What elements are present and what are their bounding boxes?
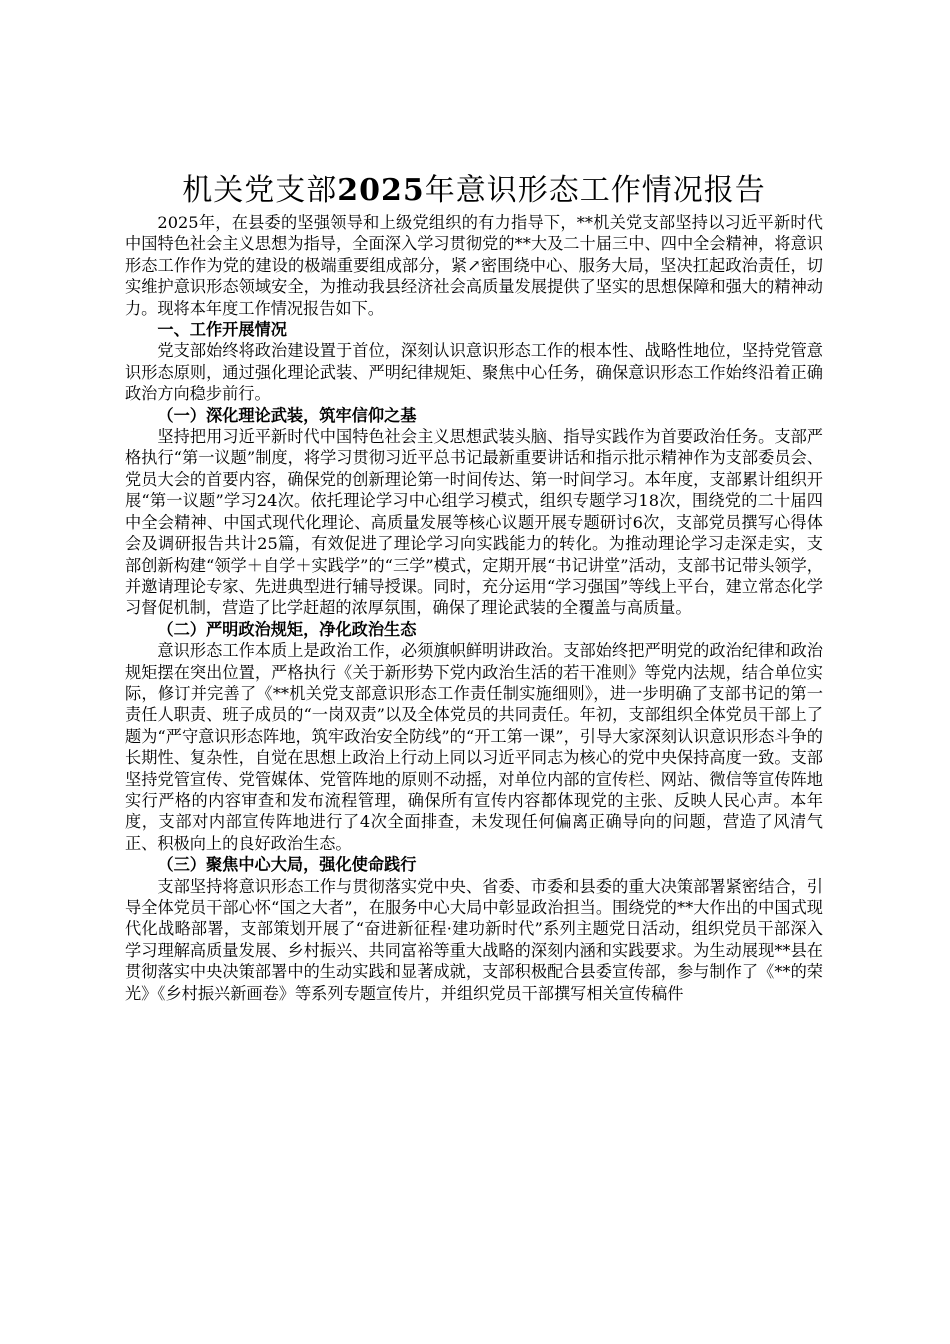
subsection-heading-2: （二）严明政治规矩，净化政治生态 xyxy=(157,619,417,639)
section-heading-1: 一、工作开展情况 xyxy=(157,320,287,340)
subsection-heading-1: （一）深化理论武装，筑牢信仰之基 xyxy=(157,405,417,425)
intro-paragraph: 2025年，在县委的坚强领导和上级党组织的有力指导下，**机关党支部坚持以习近平新时代中国特色社会主义思想为指导，全面深入学习贯彻党的**大及二十届三中、四中全会精神，将意识形态工作作为党的建设的极端重要组成部分，紧↗密围绕中心、服务大局，坚决扛起政治责任，切实维护意识形态领域安全，为推动我县经济社会高质量发展提供了坚实的思想保障和强大的精神动力。现将本年度工作情况报告如下。 xyxy=(125,213,823,318)
subsection-2-paragraph: 意识形态工作本质上是政治工作，必须旗帜鲜明讲政治。支部始终把严明党的政治纪律和政治规矩摆在突出位置，严格执行《关于新形势下党内政治生活的若干准则》等党内法规，结合单位实际，修订并完善了《**机关党支部意识形态工作责任制实施细则》，进一步明确了支部书记的第一责任人职责、班子成员的“一岗双责”以及全体党员的共同责任。年初，支部组织全体党员干部上了题为“严守意识形态阵地，筑牢政治安全防线”的“开工第一课”，引导大家深刻认识意识形态斗争的长期性、复杂性，自觉在思想上政治上行动上同以习近平同志为核心的党中央保持高度一致。支部坚持党管宣传、党管媒体、党管阵地的原则不动摇，对单位内部的宣传栏、网站、微信等宣传阵地实行严格的内容审查和发布流程管理，确保所有宣传内容都体现党的主张、反映人民心声。本年度，支部对内部宣传阵地进行了4次全面排查，未发现任何偏离正确导向的问题，营造了风清气正、积极向上的良好政治生态。 xyxy=(125,641,823,853)
title-year: 2025 xyxy=(337,173,425,208)
title-suffix: 年意识形态工作情况报告 xyxy=(424,173,766,208)
document-body xyxy=(125,172,823,1004)
title-prefix: 机关党支部 xyxy=(182,173,338,208)
section-1-intro-paragraph: 党支部始终将政治建设置于首位，深刻认识意识形态工作的根本性、战略性地位，坚持党管意识形态原则，通过强化理论武装、严明纪律规矩、聚焦中心任务，确保意识形态工作始终沿着正确政治方向稳步前行。 xyxy=(125,341,823,404)
subsection-1-paragraph: 坚持把用习近平新时代中国特色社会主义思想武装头脑、指导实践作为首要政治任务。支部严格执行“第一议题”制度，将学习贯彻习近平总书记最新重要讲话和指示批示精神作为支部委员会、党员大会的首要内容，确保党的创新理论第一时间传达、第一时间学习。本年度，支部累计组织开展“第一议题”学习24次。依托理论学习中心组学习模式，组织专题学习18次，围绕党的二十届四中全会精神、中国式现代化理论、高质量发展等核心议题开展专题研讨6次，支部党员撰写心得体会及调研报告共计25篇，有效促进了理论学习向实践能力的转化。为推动理论学习走深走实，支部创新构建“领学＋自学＋实践学”的“三学”模式，定期开展“书记讲堂”活动，支部书记带头领学，并邀请理论专家、先进典型进行辅导授课。同时，充分运用“学习强国”等线上平台，建立常态化学习督促机制，营造了比学赶超的浓厚氛围，确保了理论武装的全覆盖与高质量。 xyxy=(125,427,823,618)
subsection-heading-3: （三）聚焦中心大局，强化使命践行 xyxy=(157,855,417,875)
document-title xyxy=(125,172,823,210)
subsection-3-paragraph: 支部坚持将意识形态工作与贯彻落实党中央、省委、市委和县委的重大决策部署紧密结合，引导全体党员干部心怀“国之大者”，在服务中心大局中彰显政治担当。围绕党的**大作出的中国式现代化战略部署，支部策划开展了“奋进新征程·建功新时代”系列主题党日活动，组织党员干部深入学习理解高质量发展、乡村振兴、共同富裕等重大战略的深刻内涵和实践要求。为生动展现**县在贯彻落实中央决策部署中的生动实践和显著成就，支部积极配合县委宣传部，参与制作了《**的荣光》《乡村振兴新画卷》等系列专题宣传片，并组织党员干部撰写相关宣传稿件 xyxy=(125,876,823,1003)
